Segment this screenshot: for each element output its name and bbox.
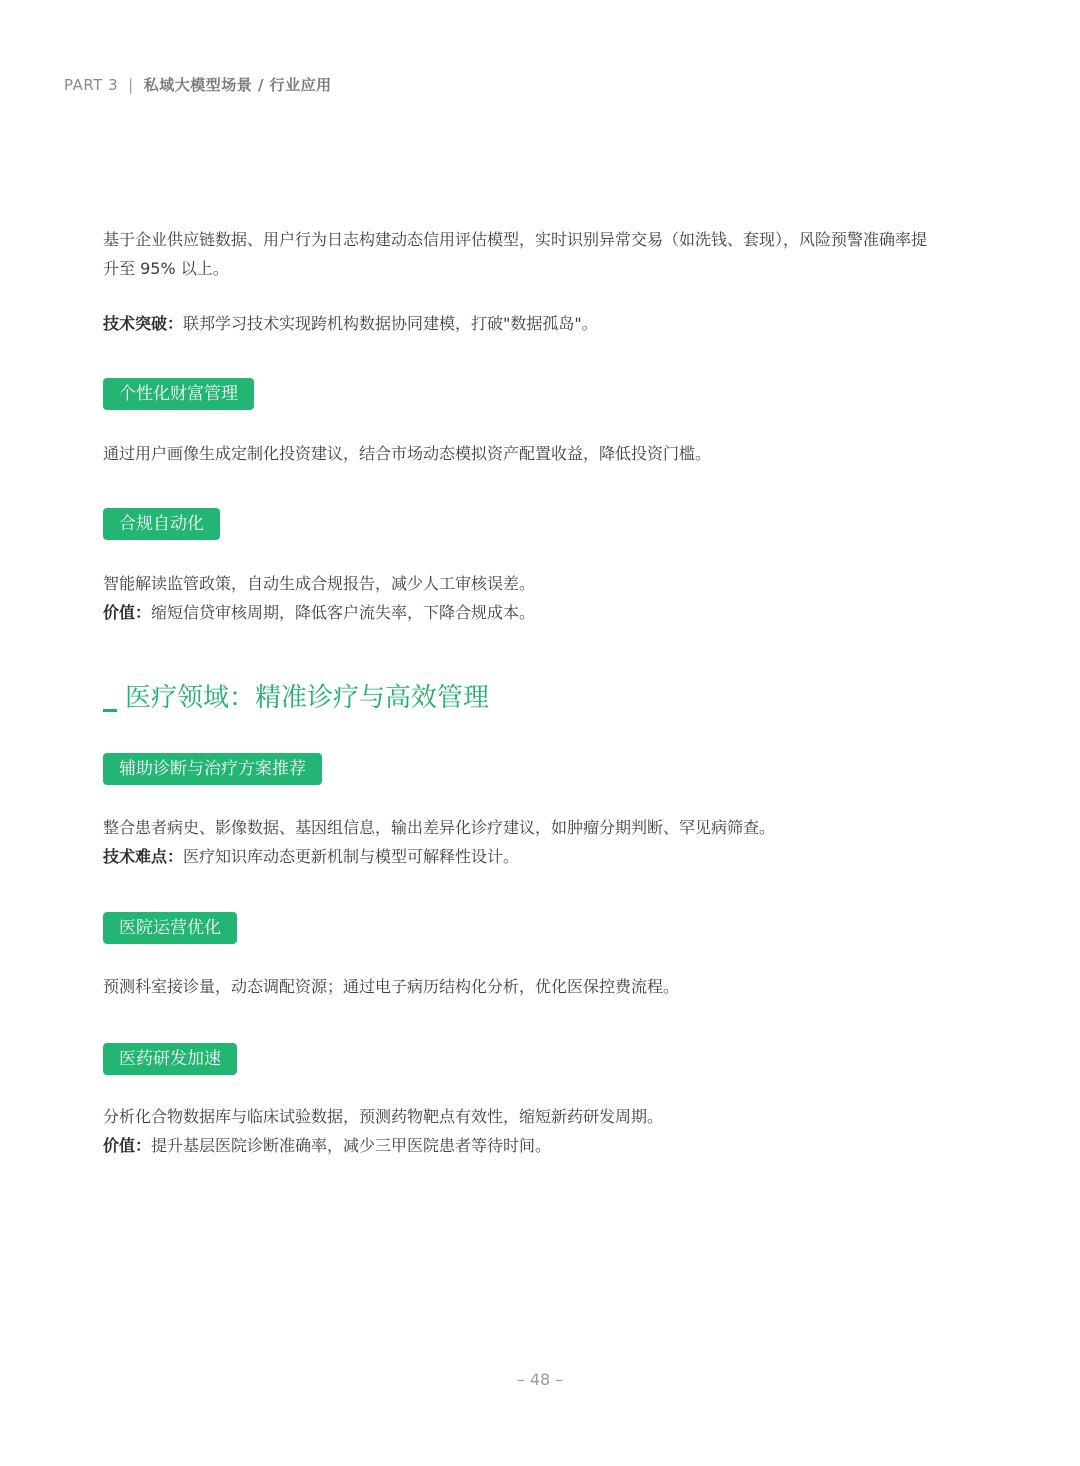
medical-value-label: 价值	[103, 1136, 136, 1155]
compliance-text: 智能解读监管政策，自动生成合规报告，减少人工审核误差。	[103, 574, 536, 593]
breadcrumb: 私域大模型场景 / 行业应用	[143, 76, 332, 94]
part-label: PART 3	[64, 76, 119, 94]
medical-section-title-text: 医疗领域：精准诊疗与高效管理	[125, 683, 490, 713]
tag-hospital-operations: 医院运营优化	[103, 912, 237, 944]
compliance-paragraph: 智能解读监管政策，自动生成合规报告，减少人工审核误差。 价值：缩短信贷审核周期，降低客户流失率，下降合规成本。	[103, 574, 536, 622]
tech-difficulty-label: 技术难点	[103, 847, 168, 866]
page-number: – 48 –	[516, 1370, 564, 1389]
diagnosis-paragraph: 整合患者病史、影像数据、基因组信息，输出差异化诊疗建议，如肿瘤分期判断、罕见病筛查。 技术难点：医疗知识库动态更新机制与模型可解释性设计。	[103, 818, 776, 866]
tech-breakthrough-text: 联邦学习技术实现跨机构数据协同建模，打破"数据孤岛"。	[183, 314, 598, 333]
pharma-text: 分析化合物数据库与临床试验数据，预测药物靶点有效性，缩短新药研发周期。	[103, 1107, 664, 1126]
finance-value-label: 价值	[103, 603, 136, 622]
tech-breakthrough-paragraph: 技术突破：联邦学习技术实现跨机构数据协同建模，打破"数据孤岛"。	[103, 314, 598, 333]
diagnosis-text: 整合患者病史、影像数据、基因组信息，输出差异化诊疗建议，如肿瘤分期判断、罕见病筛查。	[103, 818, 776, 837]
tag-pharma-rnd: 医药研发加速	[103, 1043, 237, 1075]
tag-assisted-diagnosis: 辅助诊断与治疗方案推荐	[103, 753, 322, 785]
header-separator: |	[128, 76, 134, 94]
tag-wealth-management: 个性化财富管理	[103, 378, 254, 410]
pharma-paragraph: 分析化合物数据库与临床试验数据，预测药物靶点有效性，缩短新药研发周期。 价值：提升基层医院诊断准确率，减少三甲医院患者等待时间。	[103, 1107, 664, 1155]
tag-compliance-automation: 合规自动化	[103, 508, 220, 540]
finance-value-text: 缩短信贷审核周期，降低客户流失率，下降合规成本。	[151, 603, 536, 622]
tech-breakthrough-label: 技术突破	[103, 314, 168, 333]
section-title-underscore	[103, 709, 117, 712]
wealth-management-text: 通过用户画像生成定制化投资建议，结合市场动态模拟资产配置收益，降低投资门槛。	[103, 444, 712, 463]
finance-intro-line1: 基于企业供应链数据、用户行为日志构建动态信用评估模型，实时识别异常交易（如洗钱、套现），风险预警准确率提	[103, 230, 928, 249]
finance-intro-paragraph	[103, 225, 973, 283]
finance-intro-line2: 升至 95% 以上。	[103, 259, 229, 278]
page-header	[64, 74, 332, 95]
medical-value-text: 提升基层医院诊断准确率，减少三甲医院患者等待时间。	[151, 1136, 552, 1155]
medical-section-title	[103, 681, 489, 715]
tech-difficulty-text: 医疗知识库动态更新机制与模型可解释性设计。	[183, 847, 520, 866]
hospital-operations-text: 预测科室接诊量，动态调配资源；通过电子病历结构化分析，优化医保控费流程。	[103, 977, 680, 996]
